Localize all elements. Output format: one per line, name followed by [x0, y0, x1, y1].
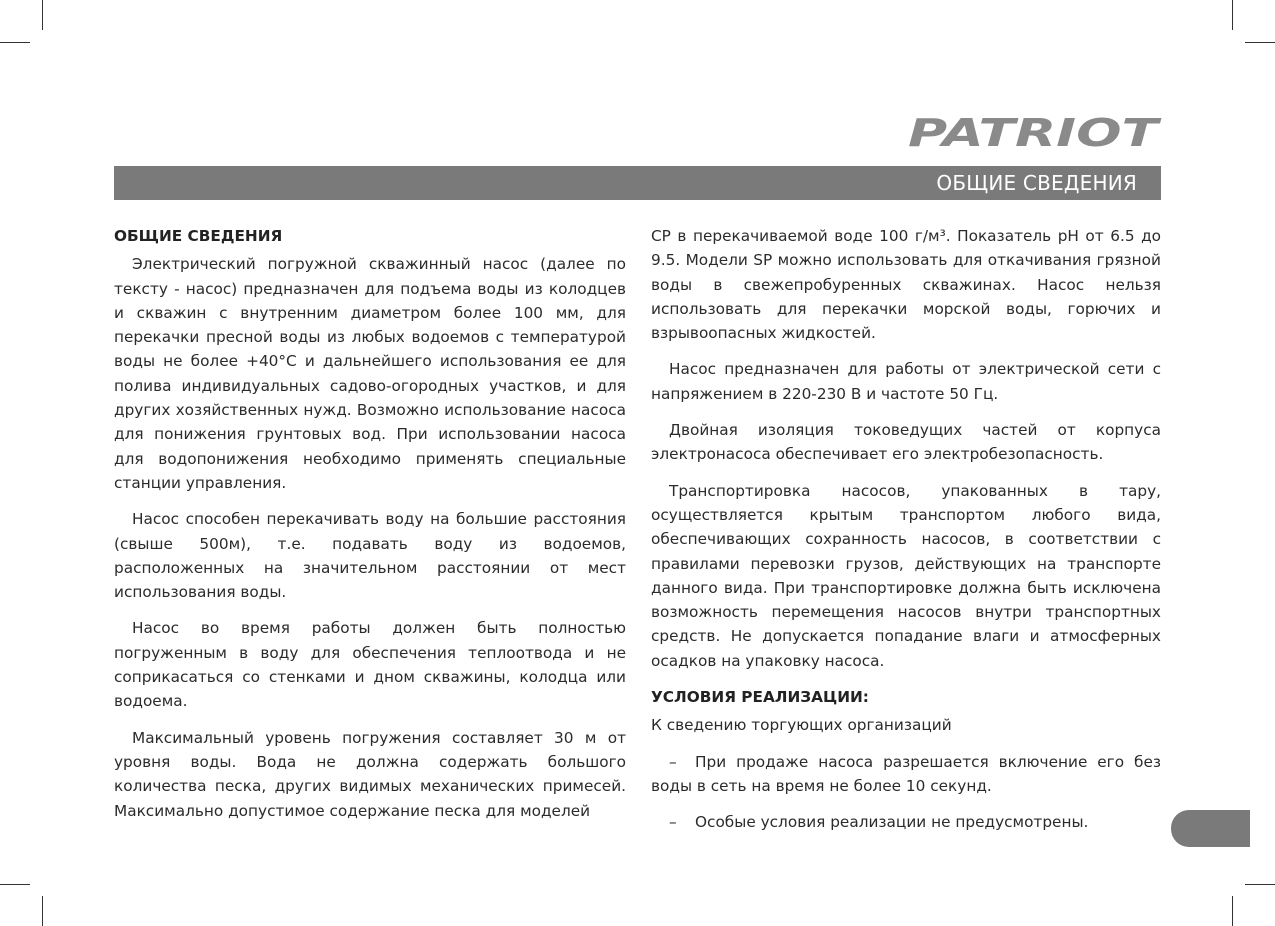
sales-intro: К сведению торгующих организаций [651, 716, 952, 735]
dash-marker: – [669, 813, 677, 832]
dash-marker: – [669, 752, 677, 771]
crop-mark [0, 884, 30, 885]
paragraph: Насос предназначен для работы от электрической сети с напряжением в 220-230 В и частоте 50 Гц. [651, 360, 1161, 403]
paragraph: Насос способен перекачивать воду на большие расстояния (свыше 500м), т.е. подавать воду из водоемов, расположенных на значительном расстоянии от мест использования воды. [114, 510, 626, 602]
crop-mark [0, 42, 30, 43]
left-column [114, 224, 626, 835]
section-heading: ОБЩИЕ СВЕДЕНИЯ [114, 227, 283, 245]
crop-mark [42, 896, 43, 926]
brand-logo [906, 112, 1162, 152]
page-number-tab [1171, 810, 1250, 847]
crop-mark [42, 0, 43, 30]
right-column [651, 224, 1161, 847]
section-banner [114, 166, 1161, 200]
sales-heading: УСЛОВИЯ РЕАЛИЗАЦИИ: [651, 688, 869, 707]
banner-title: ОБЩИЕ СВЕДЕНИЯ [936, 171, 1137, 195]
list-item [651, 810, 1161, 834]
crop-mark [1232, 0, 1233, 30]
paragraph: Насос во время работы должен быть полностью погруженным в воду для обеспечения теплоотвода и не соприкасаться со стенками и дном скважины, колодца или водоема. [114, 619, 626, 711]
paragraph: Двойная изоляция токоведущих частей от корпуса электронасоса обеспечивает его электробезопасность. [651, 421, 1161, 464]
list-item [651, 750, 1161, 799]
list-item-text: При продаже насоса разрешается включение его без воды в сеть на время не более 10 секунд. [651, 752, 1161, 795]
crop-mark [1232, 896, 1233, 926]
paragraph: Максимальный уровень погружения составляет 30 м от уровня воды. Вода не должна содержать большого количества песка, других видимых механических примесей. Максимально допустимое содержание песка для моделей [114, 728, 626, 820]
crop-mark [1245, 884, 1275, 885]
paragraph: CP в перекачиваемой воде 100 г/м³. Показатель pH от 6.5 до 9.5. Модели SP можно использовать для откачивания грязной воды в свежепробуренных скважинах. Насос нельзя использовать для перекачки морской воды, горючих и взрывоопасных жидкостей. [651, 227, 1161, 343]
paragraph: Транспортировка насосов, упакованных в тару, осуществляется крытым транспортом любого вида, обеспечивающих сохранность насосов, в соответствии с правилами перевозки грузов, действующих на транспорте данного вида. При транспортировке должна быть исключена возможность перемещения насосов внутри транспортных средств. Не допускается попадание влаги и атмосферных осадков на упаковку насоса. [651, 481, 1161, 670]
logo-text: PATRIOT [908, 112, 1162, 152]
crop-mark [1245, 42, 1275, 43]
paragraph: Электрический погружной скважинный насос (далее по тексту - насос) предназначен для подъема воды из колодцев и скважин с внутренним диаметром более 100 мм, для перекачки пресной воды из любых водоемов с температурой воды не более +40°С и дальнейшего использования ее для полива индивидуальных садово-огородных участков, и для других хозяйственных нужд. Возможно использование насоса для понижения грунтовых вод. При использовании насоса для водопонижения необходимо применять специальные станции управления. [114, 255, 626, 492]
list-item-text: Особые условия реализации не предусмотрены. [695, 813, 1089, 832]
